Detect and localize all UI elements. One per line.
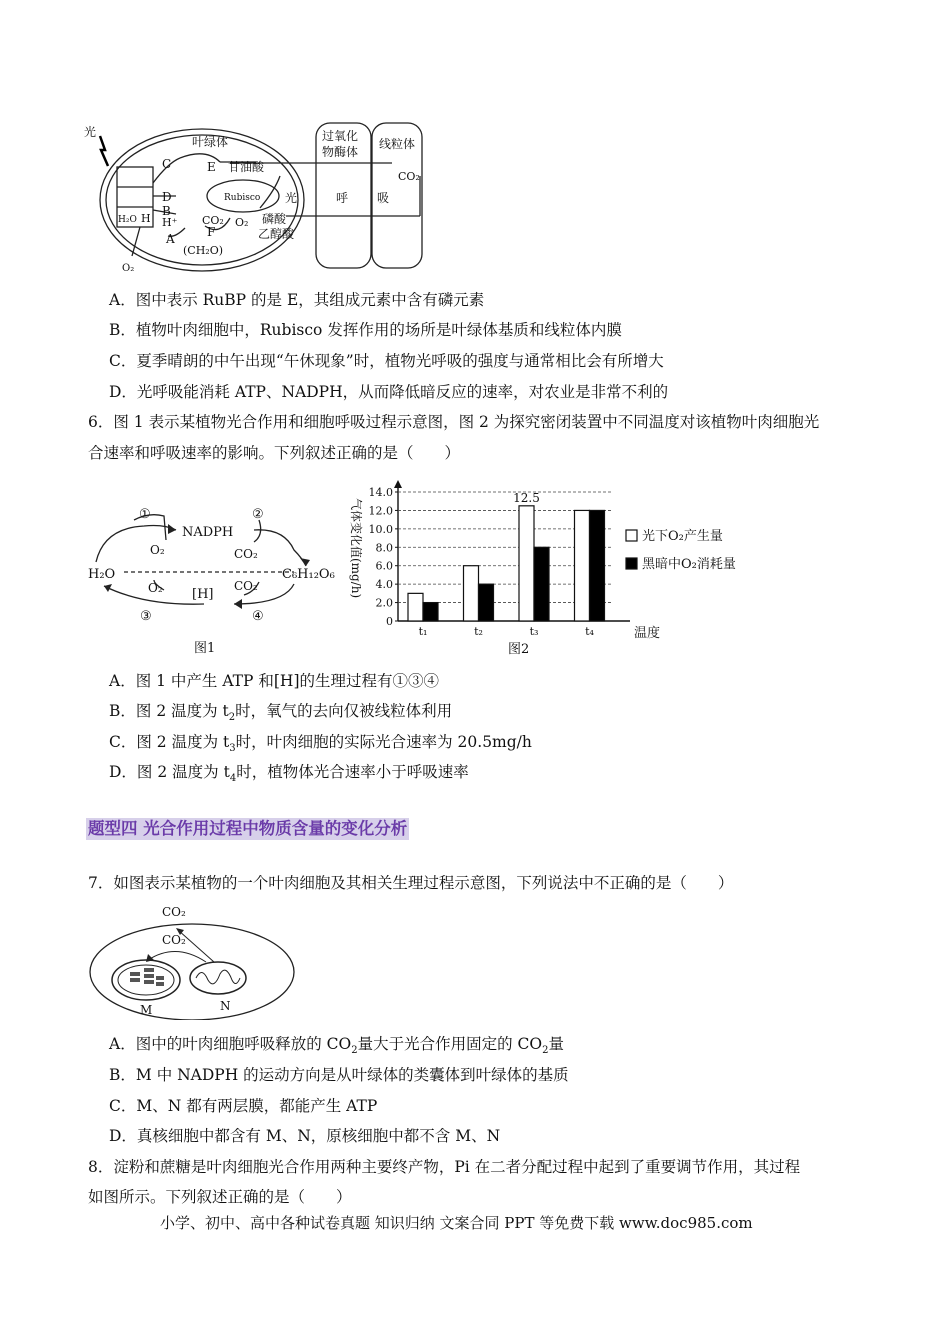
q6-bar-chart [340, 478, 770, 658]
q6-figure-1 [84, 500, 354, 660]
nadph-label: NADPH [182, 525, 234, 540]
q7-option-c: C．M、N 都有两层膜，都能产生 ATP [109, 1097, 378, 1115]
y-tick-label: 12.0 [368, 504, 393, 518]
data-label: 12.5 [513, 490, 540, 505]
q7-option-b: B．M 中 NADPH 的运动方向是从叶绿体的类囊体到叶绿体的基质 [109, 1066, 569, 1084]
svg-text:CO₂: CO₂ [234, 547, 258, 561]
y-tick-label: 10.0 [368, 522, 393, 536]
q7-option-d: D．真核细胞中都含有 M、N，原核细胞中都不含 M、N [109, 1127, 501, 1145]
y-axis-label: 气体变化值(mg/h) [349, 498, 363, 599]
bar-dark-o2-3 [534, 547, 549, 621]
q8-stem-2: 如图所示。下列叙述正确的是（ ） [88, 1188, 352, 1206]
x-tick-label: t₃ [529, 625, 539, 638]
bar-dark-o2-1 [423, 603, 438, 621]
q6-option-c: C．图 2 温度为 $t_3$时，叶肉细胞的实际光合速率为 20.5mg/h [109, 733, 532, 755]
bar-light-o2-4 [575, 510, 590, 621]
svg-text:磷酸: 磷酸 [262, 212, 287, 226]
svg-text:CO₂: CO₂ [202, 214, 224, 227]
svg-text:D: D [162, 190, 172, 204]
svg-text:吸: 吸 [377, 191, 390, 205]
bar-dark-o2-4 [590, 510, 605, 621]
section-heading: 题型四 光合作用过程中物质含量的变化分析 [88, 819, 408, 838]
q6-stem-1: 6．图 1 表示某植物光合作用和细胞呼吸过程示意图，图 2 为探究密闭装置中不同温度对该植物叶肉细胞光 [88, 413, 820, 431]
circle-4: ④ [252, 609, 264, 624]
svg-text:CO₂: CO₂ [162, 933, 186, 947]
y-tick-label: 2.0 [375, 596, 393, 610]
svg-text:O₂: O₂ [148, 581, 163, 595]
svg-text:N: N [220, 999, 231, 1013]
x-tick-label: t₂ [474, 625, 483, 638]
svg-text:O₂: O₂ [122, 263, 135, 274]
svg-text:呼: 呼 [336, 191, 349, 205]
q6-stem-2: 合速率和呼吸速率的影响。下列叙述正确的是（ ） [88, 444, 461, 462]
photorespiration-diagram [80, 118, 440, 278]
q5-option-a: A．图中表示 RuBP 的是 E，其组成元素中含有磷元素 [109, 291, 485, 309]
bar-light-o2-3 [519, 506, 534, 621]
svg-text:乙醇酸: 乙醇酸 [258, 227, 295, 241]
peroxisome-label-1: 过氧化 [322, 129, 359, 143]
page-footer: 小学、初中、高中各种试卷真题 知识归纳 文案合同 PPT 等免费下载 www.doc985.com [160, 1214, 753, 1232]
mitochondrion-label: 线粒体 [379, 137, 416, 151]
x-tick-label: t₄ [585, 625, 594, 638]
svg-text:O₂: O₂ [235, 216, 249, 229]
light-label: 光 [84, 125, 97, 139]
svg-text:A: A [166, 232, 175, 246]
x-axis-label: 温度 [634, 626, 661, 641]
svg-text:B: B [162, 204, 171, 218]
legend-swatch-2 [626, 558, 637, 569]
chloroplast-label: 叶绿体 [192, 135, 229, 149]
q5-option-b: B．植物叶肉细胞中，Rubisco 发挥作用的场所是叶绿体基质和线粒体内膜 [109, 321, 622, 339]
y-tick-label: 6.0 [375, 559, 393, 573]
svg-text:(CH₂O): (CH₂O) [183, 244, 224, 257]
y-tick-label: 8.0 [375, 541, 393, 555]
legend-label-1: 光下O₂产生量 [642, 529, 723, 544]
svg-text:光: 光 [285, 191, 298, 205]
svg-text:H: H [141, 212, 151, 225]
svg-text:CO₂: CO₂ [234, 579, 258, 593]
circle-1: ① [139, 507, 151, 522]
rubisco-label: Rubisco [224, 193, 261, 203]
legend-swatch-1 [626, 530, 637, 541]
svg-text:O₂: O₂ [150, 543, 165, 557]
q8-stem-1: 8．淀粉和蔗糖是叶肉细胞光合作用两种主要终产物，Pi 在二者分配过程中起到了重要调节作用，其过程 [88, 1158, 801, 1176]
fig1-caption: 图1 [194, 641, 216, 656]
q6-option-a: A．图 1 中产生 ATP 和[H]的生理过程有①③④ [109, 672, 439, 690]
q7-cell-diagram [86, 900, 306, 1020]
svg-text:H⁺: H⁺ [162, 216, 178, 229]
svg-text:H₂O: H₂O [88, 567, 116, 582]
svg-text:CO₂: CO₂ [398, 170, 420, 183]
fig2-caption: 图2 [508, 642, 530, 657]
y-tick-label: 14.0 [368, 486, 393, 499]
svg-text:M: M [140, 1003, 153, 1017]
svg-text:甘油酸: 甘油酸 [228, 160, 265, 174]
q5-option-c: C．夏季晴朗的中午出现“午休现象”时，植物光呼吸的强度与通常相比会有所增大 [109, 352, 664, 370]
svg-text:F: F [207, 225, 216, 239]
y-tick-label: 4.0 [375, 578, 393, 592]
q7-option-a: A．图中的叶肉细胞呼吸释放的 $CO_2$量大于光合作用固定的 $CO_2$量 [109, 1035, 564, 1057]
svg-text:H₂O: H₂O [118, 215, 137, 225]
svg-text:C₆H₁₂O₆: C₆H₁₂O₆ [282, 567, 335, 582]
q6-option-d: D．图 2 温度为 $t_4$时，植物体光合速率小于呼吸速率 [109, 763, 469, 785]
y-tick-label: 0 [386, 615, 393, 628]
peroxisome-label-2: 物酶体 [322, 145, 359, 159]
q7-stem: 7．如图表示某植物的一个叶肉细胞及其相关生理过程示意图，下列说法中不正确的是（ ） [88, 874, 734, 892]
q5-option-d: D．光呼吸能消耗 ATP、NADPH，从而降低暗反应的速率，对农业是非常不利的 [109, 383, 669, 401]
circle-3: ③ [140, 609, 152, 624]
circle-2: ② [252, 507, 264, 522]
x-tick-label: t₁ [418, 625, 428, 638]
bar-dark-o2-2 [479, 584, 494, 621]
legend-label-2: 黑暗中O₂消耗量 [642, 557, 736, 572]
bar-light-o2-1 [408, 593, 423, 621]
svg-text:[H]: [H] [192, 587, 214, 602]
svg-text:E: E [207, 160, 216, 174]
svg-text:CO₂: CO₂ [162, 905, 186, 919]
q6-option-b: B．图 2 温度为 $t_2$时，氧气的去向仅被线粒体利用 [109, 702, 453, 724]
bar-light-o2-2 [464, 566, 479, 621]
svg-text:C: C [162, 157, 172, 171]
y-axis-arrow [394, 480, 402, 488]
